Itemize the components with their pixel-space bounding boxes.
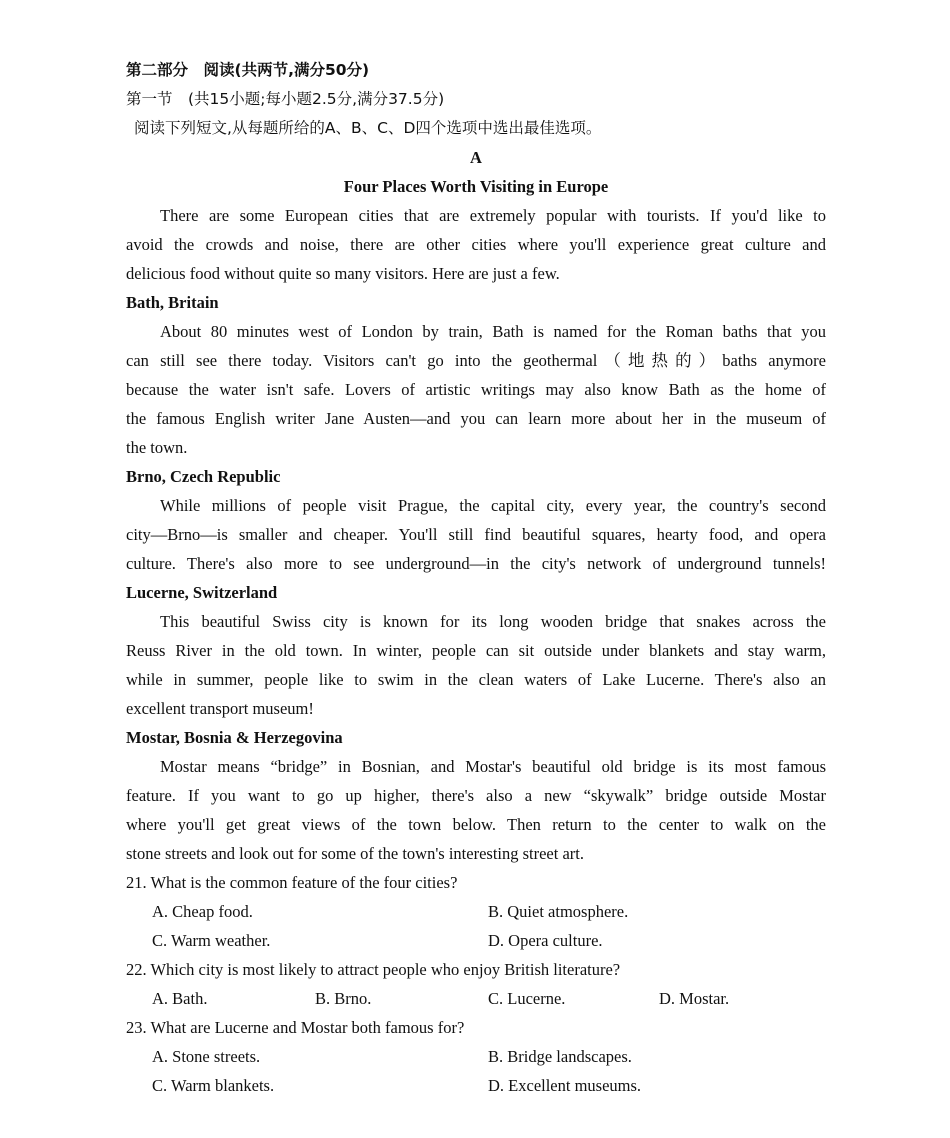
paragraph-line: delicious food without quite so many visitors. Here are just a few. xyxy=(126,264,560,283)
question-21-stem: 21. What is the common feature of the four cities? xyxy=(126,873,458,892)
paragraph-line: city—Brno—is smaller and cheaper. You'll still find beautiful squares, hearty food, and opera xyxy=(126,525,826,544)
section-heading-brno: Brno, Czech Republic xyxy=(126,467,281,486)
section-heading-mostar: Mostar, Bosnia & Herzegovina xyxy=(126,728,343,747)
question-23-option-c[interactable]: C. Warm blankets. xyxy=(152,1076,275,1095)
paragraph-line: the famous English writer Jane Austen—and you can learn more about her in the museum of xyxy=(126,409,826,428)
paragraph-line: Reuss River in the old town. In winter, people can sit outside under blankets and stay warm, xyxy=(126,641,826,660)
section-title: 第一节 (共15小题;每小题2.5分,满分37.5分) xyxy=(126,90,445,108)
paragraph-line: Mostar means “bridge” in Bosnian, and Mostar's beautiful old bridge is its most famous xyxy=(160,757,826,776)
question-22-option-a[interactable]: A. Bath. xyxy=(152,989,208,1008)
part-title: 第二部分 阅读(共两节,满分50分) xyxy=(126,61,370,79)
question-21-options-row-2 xyxy=(126,926,826,955)
paragraph-line: There are some European cities that are extremely popular with tourists. If you'd like to xyxy=(160,206,826,225)
paragraph-line: the town. xyxy=(126,438,188,457)
question-23-options-row-2 xyxy=(126,1071,826,1100)
question-22-option-d[interactable]: D. Mostar. xyxy=(659,989,730,1008)
passage-title: Four Places Worth Visiting in Europe xyxy=(343,177,609,196)
exam-page xyxy=(126,56,826,1100)
section-heading-lucerne: Lucerne, Switzerland xyxy=(126,583,278,602)
paragraph-line: This beautiful Swiss city is known for its long wooden bridge that snakes across the xyxy=(160,612,826,631)
question-21-option-d[interactable]: D. Opera culture. xyxy=(488,931,603,950)
question-21-option-a[interactable]: A. Cheap food. xyxy=(152,902,253,921)
paragraph-line: while in summer, people like to swim in the clean waters of Lake Lucerne. There's also an xyxy=(126,670,826,689)
paragraph-line: culture. There's also more to see underground—in the city's network of underground tunnels! xyxy=(126,554,826,573)
paragraph-line: because the water isn't safe. Lovers of artistic writings may also know Bath as the home of xyxy=(126,380,826,399)
question-21-option-c[interactable]: C. Warm weather. xyxy=(152,931,271,950)
paragraph-line: About 80 minutes west of London by train, Bath is named for the Roman baths that you xyxy=(160,322,826,341)
question-22-stem: 22. Which city is most likely to attract people who enjoy British literature? xyxy=(126,960,621,979)
question-23-options-row-1 xyxy=(126,1042,826,1071)
question-21-options-row-1 xyxy=(126,897,826,926)
question-23-option-b[interactable]: B. Bridge landscapes. xyxy=(488,1047,632,1066)
intro-paragraph xyxy=(126,201,826,288)
paragraph-line: stone streets and look out for some of the town's interesting street art. xyxy=(126,844,584,863)
paragraph-line: While millions of people visit Prague, the capital city, every year, the country's second xyxy=(160,496,826,515)
section-heading-bath: Bath, Britain xyxy=(126,293,219,312)
question-23-option-a[interactable]: A. Stone streets. xyxy=(152,1047,261,1066)
mostar-paragraph xyxy=(126,752,826,868)
question-22-option-b[interactable]: B. Brno. xyxy=(315,989,372,1008)
instructions: 阅读下列短文,从每题所给的A、B、C、D四个选项中选出最佳选项。 xyxy=(134,119,602,137)
question-21-option-b[interactable]: B. Quiet atmosphere. xyxy=(488,902,629,921)
question-22-option-c[interactable]: C. Lucerne. xyxy=(488,989,566,1008)
question-22-options-row xyxy=(126,984,826,1013)
passage-label: A xyxy=(470,148,482,167)
paragraph-line: where you'll get great views of the town below. Then return to the center to walk on the xyxy=(126,815,826,834)
paragraph-line: excellent transport museum! xyxy=(126,699,314,718)
paragraph-line: feature. If you want to go up higher, there's also a new “skywalk” bridge outside Mostar xyxy=(126,786,826,805)
paragraph-line: avoid the crowds and noise, there are other cities where you'll experience great culture and xyxy=(126,235,826,254)
brno-paragraph xyxy=(126,491,826,578)
lucerne-paragraph xyxy=(126,607,826,723)
paragraph-line: can still see there today. Visitors can't go into the geothermal（地热的）baths anymore xyxy=(126,351,826,370)
question-23-option-d[interactable]: D. Excellent museums. xyxy=(488,1076,642,1095)
question-23-stem: 23. What are Lucerne and Mostar both famous for? xyxy=(126,1018,465,1037)
bath-paragraph xyxy=(126,317,826,462)
